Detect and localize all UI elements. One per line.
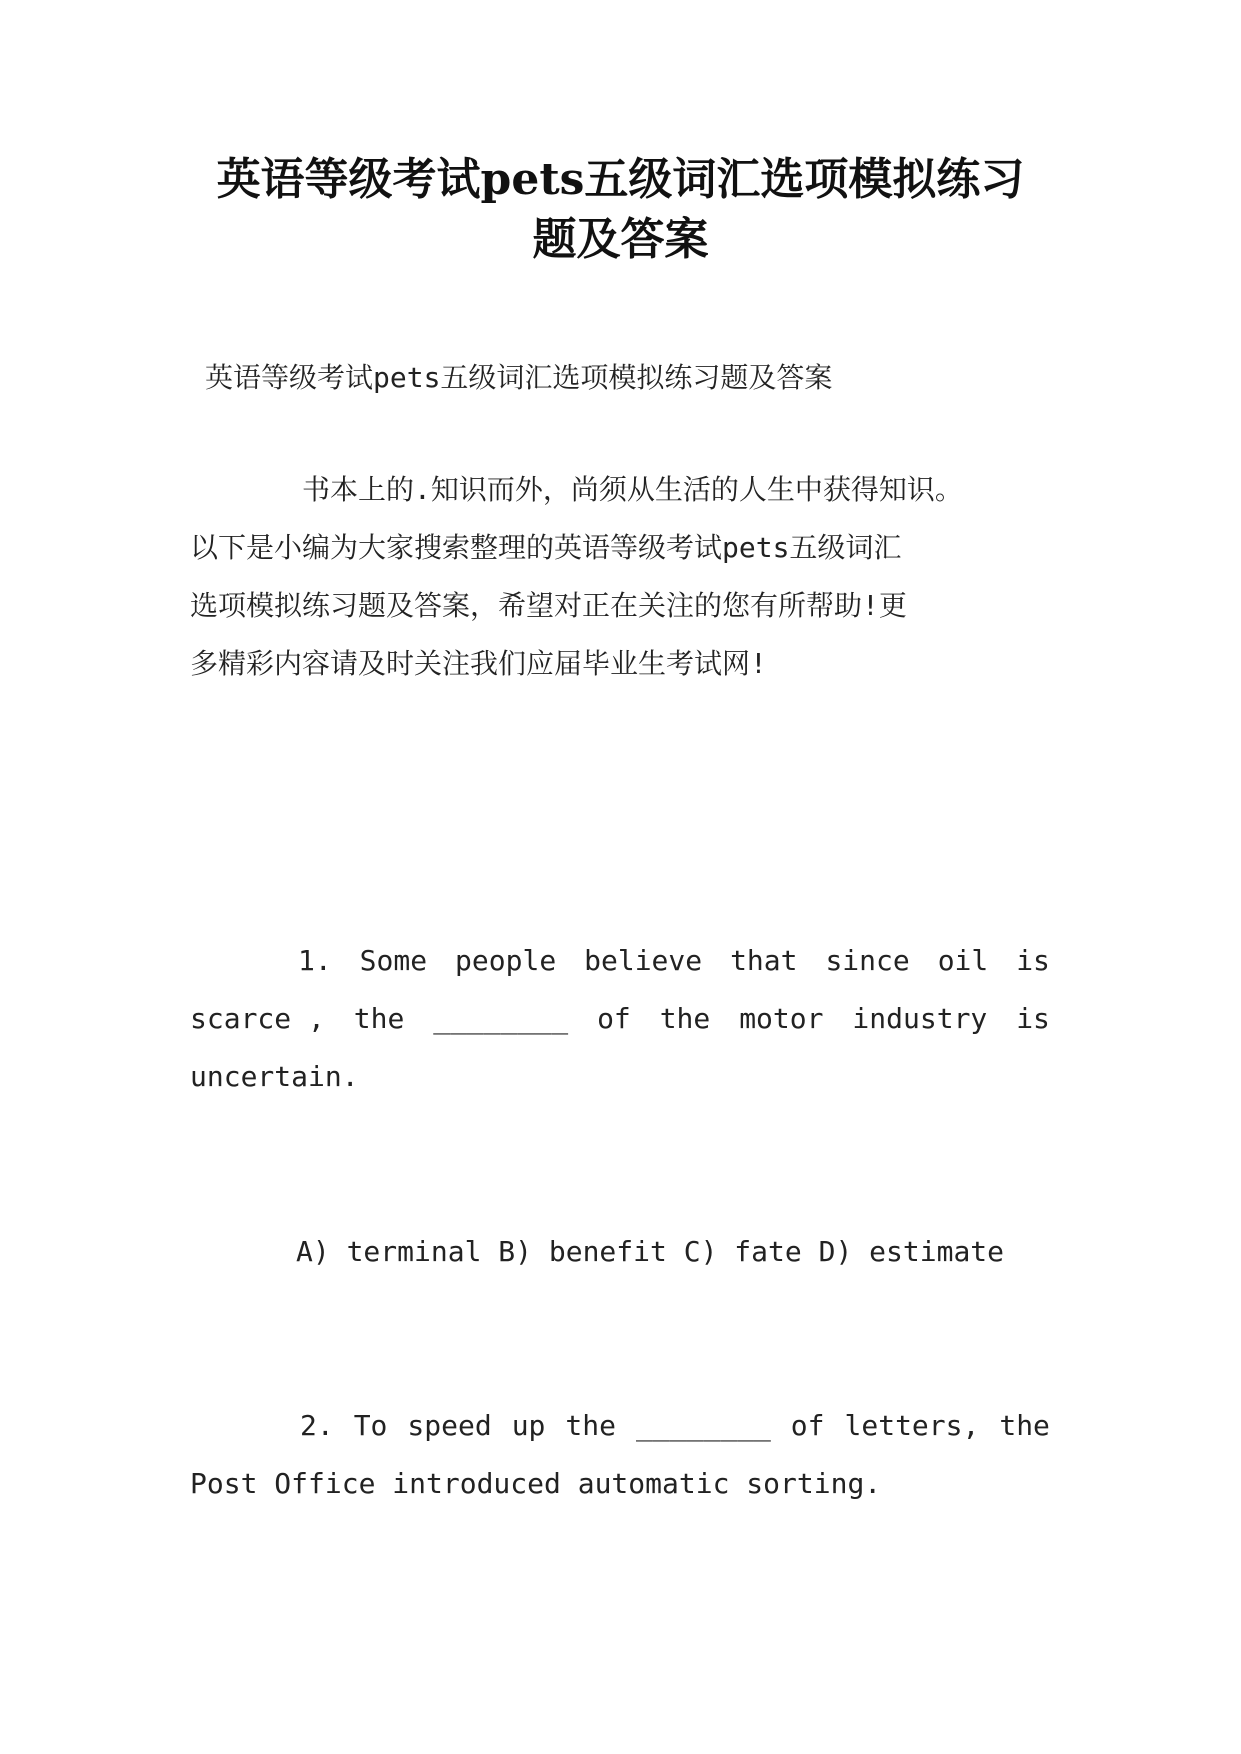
title-line-1: 英语等级考试pets五级词汇选项模拟练习: [216, 154, 1025, 205]
question-1-line-3: uncertain.: [190, 1060, 359, 1093]
question-1-line-2: scarce , the ________ of the motor industry is: [190, 999, 1050, 1039]
question-1-line-1: 1. Some people believe that since oil is: [190, 941, 1050, 981]
title-line-2: 题及答案: [532, 214, 709, 265]
q2-number: 2.: [300, 1409, 334, 1442]
intro-line-1: 书本上的.知识而外，尚须从生活的人生中获得知识。: [302, 473, 963, 506]
document-subtitle: 英语等级考试pets五级词汇选项模拟练习题及答案: [205, 361, 833, 394]
q1-number: 1.: [298, 944, 332, 977]
intro-line-4: 多精彩内容请及时关注我们应届毕业生考试网!: [190, 647, 767, 680]
q2-blank: ________: [635, 1409, 771, 1442]
document-title: [150, 150, 1091, 270]
question-1-options: A) terminal B) benefit C) fate D) estimate: [296, 1235, 1005, 1268]
question-2-line-2: Post Office introduced automatic sorting.: [190, 1467, 882, 1500]
q1-blank: ________: [433, 1002, 569, 1035]
intro-line-3: 选项模拟练习题及答案，希望对正在关注的您有所帮助!更: [190, 589, 907, 622]
question-2-line-1: 2. To speed up the ________ of letters, the: [190, 1406, 1050, 1446]
intro-line-2: 以下是小编为大家搜索整理的英语等级考试pets五级词汇: [190, 531, 902, 564]
